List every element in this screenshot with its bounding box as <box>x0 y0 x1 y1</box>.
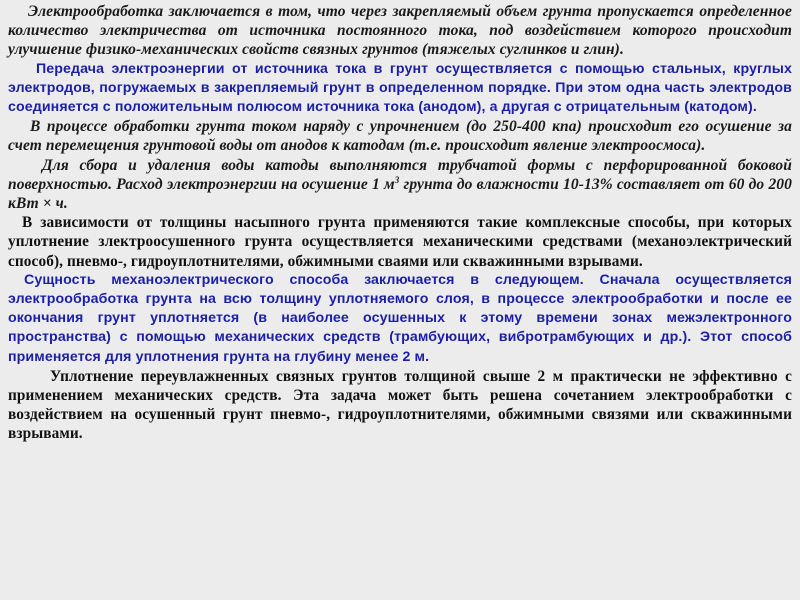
cubic-superscript: 3 <box>394 174 400 185</box>
paragraph-energy-transfer: Передача электроэнергии от источника тока в грунт осуществляется с помощью стальных, круглых электродов, погружаемых в закрепляемый грунт в определенном порядке. При этом одна часть электродов соединяется с положительным полюсом источника тока (анодом), а другая с отрицательным (катодом). <box>8 60 792 116</box>
paragraph-drying-electroosmosis: В процессе обработки грунта током наряду с упрочнением (до 250-400 кпа) происходит его осушение за счет перемещения грунтовой воды от анодов к катодам (т.е. происходит явление электроосмоса). <box>8 118 792 155</box>
paragraph-waterlogged-soils: Уплотнение переувлажненных связных грунтов толщиной свыше 2 м практически не эффективно с применением механических средств. Эта задача может быть решена сочетанием электрообработки с воздействием на осушенный грунт пневмо-, гидроуплотнителями, обжимными связями или скважинными взрывами. <box>8 367 792 443</box>
paragraph-complex-methods: В зависимости от толщины насыпного грунта применяются такие комплексные способы, при которых уплотнение злектроосушенного грунта осуществляется механическими средствами (механоэлектрический способ), пневмо-, гидроуплотнителями, обжимными сваями или скважинными взрывами. <box>8 214 792 270</box>
paragraph-electro-treatment-definition: Электрообработка заключается в том, что через закрепляемый объем грунта пропускается определенное количество электричества от источника постоянного тока, под воздействием которого происходит улучшение физико-механических свойств связных грунтов (тяжелых суглинков и глин). <box>8 3 792 59</box>
paragraph-mechano-electric-method: Сущность механоэлектрического способа заключается в следующем. Сначала осуществляется электрообработка грунта на всю толщину уплотняемого слоя, в процессе электрообработки и после ее окончания грунт уплотняется (в наиболее осушенных к этому времени зонах межэлектронного пространства) с помощью механических средств (трамбующих, вибротрамбующих и др.). Этот способ применяется для уплотнения грунта на глубину менее 2 м. <box>8 271 792 365</box>
energy-text-part-1: Для сбора и удаления воды катоды выполняются трубчатой формы с перфорированной боковой поверхностью. Расход электроэнергии на осушение 1 м <box>8 156 792 193</box>
energy-text-part-2: грунта до влажности 10-13% составляет от 60 до 200 кВт × ч. <box>8 175 793 213</box>
paragraph-cathodes-energy-consumption <box>8 156 792 214</box>
